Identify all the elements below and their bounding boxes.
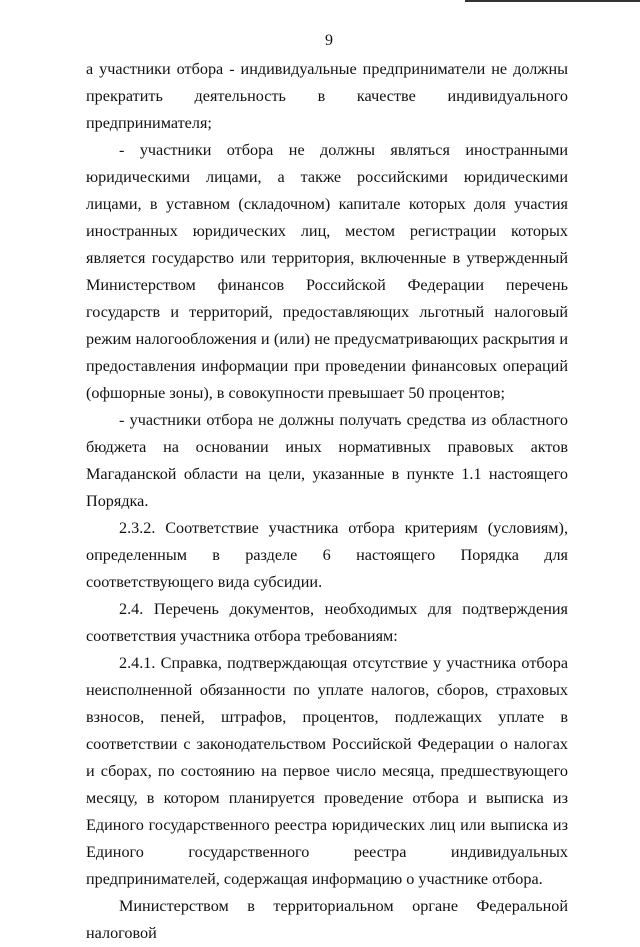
paragraph-3: - участники отбора не должны получать средства из областного бюджета на основании иных нормативных правовых актов Магаданской области на цели, указанные в пункте 1.1 настоящего Порядка. bbox=[86, 411, 568, 510]
scan-edge-line bbox=[465, 0, 640, 2]
document-body bbox=[86, 56, 568, 947]
paragraph-1: а участники отбора - индивидуальные предприниматели не должны прекратить деятельность в качестве индивидуального предпринимателя; bbox=[86, 60, 568, 132]
paragraph-7: Министерством в территориальном органе Федеральной налоговой bbox=[86, 897, 568, 942]
paragraph-6: 2.4.1. Справка, подтверждающая отсутствие у участника отбора неисполненной обязанности по уплате налогов, сборов, страховых взносов, пеней, штрафов, процентов, подлежащих уплате в соответствии с законодательством Российской Федерации о налогах и сборах, по состоянию на первое число месяца, предшествующего месяцу, в котором планируется проведение отбора и выписка из Единого государственного реестра юридических лиц или выписка из Единого государственного реестра индивидуальных предпринимателей, содержащая информацию о участнике отбора. bbox=[86, 654, 568, 888]
paragraph-2: - участники отбора не должны являться иностранными юридическими лицами, а также российскими юридическими лицами, в уставном (складочном) капитале которых доля участия иностранных юридических лиц, местом регистрации которых является государство или территория, включенные в утвержденный Министерством финансов Российской Федерации перечень государств и территорий, предоставляющих льготный налоговый режим налогообложения и (или) не предусматривающих раскрытия и предоставления информации при проведении финансовых операций (офшорные зоны), в совокупности превышает 50 процентов; bbox=[86, 141, 568, 402]
page-number: 9 bbox=[325, 32, 333, 49]
paragraph-5: 2.4. Перечень документов, необходимых для подтверждения соответствия участника отбора требованиям: bbox=[86, 600, 568, 645]
paragraph-4: 2.3.2. Соответствие участника отбора критериям (условиям), определенным в разделе 6 настоящего Порядка для соответствующего вида субсидии. bbox=[86, 519, 568, 591]
